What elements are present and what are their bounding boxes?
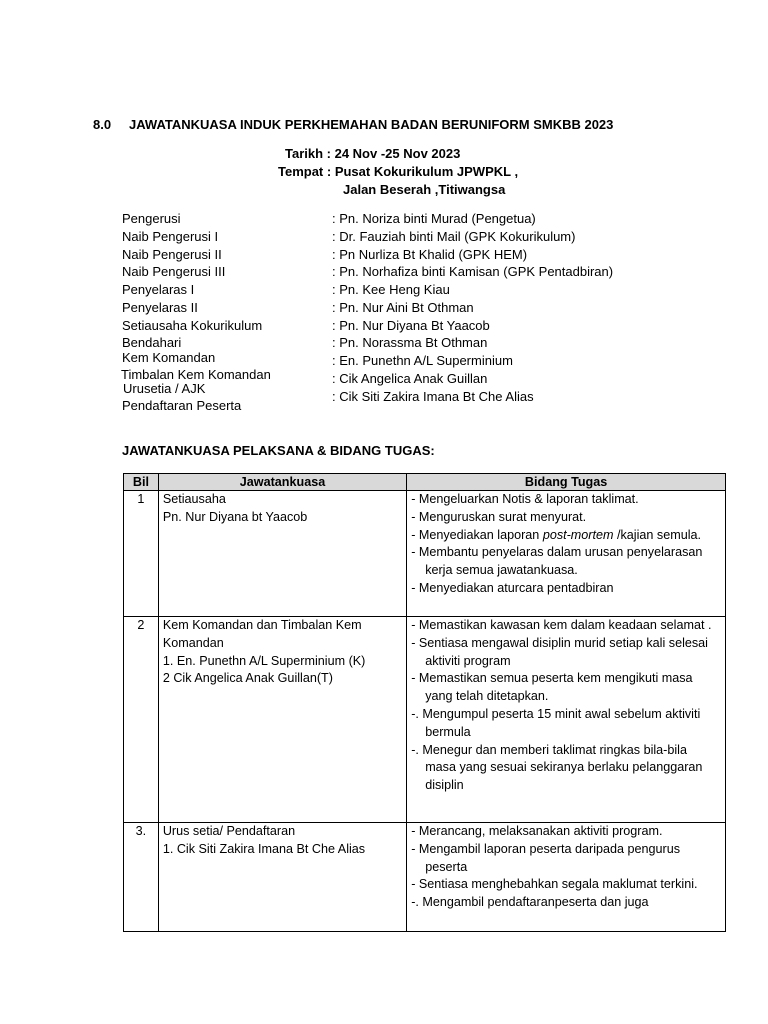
- header-bidang-tugas: Bidang Tugas: [407, 474, 726, 491]
- committee-cell: [158, 617, 406, 823]
- committee-line: 1. Cik Siti Zakira Imana Bt Che Alias: [162, 841, 366, 856]
- committee-member: : Pn. Noriza binti Murad (Pengetua): [332, 211, 536, 226]
- table-header-row: [124, 474, 726, 491]
- committee-role: Setiausaha Kokurikulum: [122, 318, 263, 333]
- committee-role: Timbalan Kem Komandan: [121, 367, 271, 382]
- duty-item: - Membantu penyelaras dalam urusan penyelarasan kerja semua jawatankuasa.: [411, 545, 703, 578]
- italic-term: post-mortem: [542, 527, 614, 542]
- committee-role: Naib Pengerusi II: [122, 247, 222, 262]
- committee-cell: [158, 823, 406, 932]
- duties-cell: [407, 617, 726, 823]
- row-number: 3.: [124, 823, 159, 932]
- section-title: JAWATANKUASA INDUK PERKHEMAHAN BADAN BERUNIFORM SMKBB 2023: [129, 117, 614, 132]
- duty-item: - Sentiasa mengawal disiplin murid setiap kali selesai aktiviti program: [411, 635, 708, 668]
- duties-table: [123, 473, 726, 932]
- duty-item: - Memastikan semua peserta kem mengikuti masa yang telah ditetapkan.: [411, 671, 693, 704]
- duty-item: - Memastikan kawasan kem dalam keadaan selamat .: [411, 618, 712, 632]
- committee-member: : Pn Nurliza Bt Khalid (GPK HEM): [332, 247, 528, 262]
- duty-item: - Menguruskan surat menyurat.: [411, 509, 587, 524]
- committee-role: Pengerusi: [122, 211, 181, 226]
- committee-member: : Cik Angelica Anak Guillan: [332, 371, 488, 386]
- committee-role: Naib Pengerusi I: [122, 229, 219, 244]
- committee-line: Pn. Nur Diyana bt Yaacob: [162, 509, 308, 524]
- header-bil: Bil: [124, 474, 159, 491]
- row-number: 1: [124, 491, 159, 617]
- table-row: [124, 617, 726, 823]
- committee-member: : Pn. Norassma Bt Othman: [332, 335, 488, 350]
- committee-member: : Pn. Kee Heng Kiau: [332, 282, 450, 297]
- duties-cell: [407, 823, 726, 932]
- committee-role: Kem Komandan: [122, 350, 216, 365]
- implementation-committee-heading: JAWATANKUASA PELAKSANA & BIDANG TUGAS:: [122, 443, 435, 458]
- committee-line: Urus setia/ Pendaftaran: [162, 824, 296, 838]
- row-number: 2: [124, 617, 159, 823]
- committee-member: : Pn. Nur Diyana Bt Yaacob: [332, 318, 490, 333]
- table-row: [124, 823, 726, 932]
- duties-cell: [407, 491, 726, 617]
- duty-item: - Sentiasa menghebahkan segala maklumat terkini.: [411, 877, 698, 892]
- committee-member: : Pn. Norhafiza binti Kamisan (GPK Pentadbiran): [332, 264, 614, 279]
- section-heading: [93, 117, 613, 132]
- table-row: [124, 491, 726, 617]
- committee-role: Penyelaras I: [122, 282, 195, 297]
- committee-line: Kem Komandan dan Timbalan Kem Komandan: [162, 618, 362, 650]
- header-jawatankuasa: Jawatankuasa: [158, 474, 406, 491]
- committee-role: Pendaftaran Peserta: [122, 398, 242, 413]
- section-number: 8.0: [93, 117, 112, 132]
- duty-item: -. Menegur dan memberi taklimat ringkas bila-bila masa yang sesuai sekiranya berlaku pelanggaran disiplin: [411, 742, 703, 793]
- committee-member: : Pn. Nur Aini Bt Othman: [332, 300, 474, 315]
- event-venue-line1: Tempat : Pusat Kokurikulum JPWPKL ,: [278, 164, 519, 179]
- committee-role: Urusetia / AJK: [123, 381, 206, 396]
- committee-member: : Dr. Fauziah binti Mail (GPK Kokurikulum): [332, 229, 576, 244]
- duty-item: - Mengeluarkan Notis & laporan taklimat.: [411, 492, 639, 506]
- committee-role: Bendahari: [122, 335, 182, 350]
- committee-member: : Cik Siti Zakira Imana Bt Che Alias: [332, 389, 534, 404]
- committee-role: Naib Pengerusi III: [122, 264, 226, 279]
- duty-item: -. Mengumpul peserta 15 minit awal sebelum aktiviti bermula: [411, 706, 701, 739]
- committee-line: 1. En. Punethn A/L Superminium (K): [162, 653, 366, 668]
- committee-role: Penyelaras II: [122, 300, 198, 315]
- duty-item: -. Mengambil pendaftaranpeserta dan juga: [411, 895, 649, 910]
- event-venue-line2: Jalan Beserah ,Titiwangsa: [343, 182, 506, 197]
- committee-line: Setiausaha: [162, 492, 226, 506]
- duty-item: - Menyediakan laporan post-mortem /kajian semula.: [411, 527, 701, 542]
- committee-cell: [158, 491, 406, 617]
- duty-item: - Merancang, melaksanakan aktiviti program.: [411, 824, 663, 838]
- committee-member: : En. Punethn A/L Superminium: [332, 353, 513, 368]
- event-date: Tarikh : 24 Nov -25 Nov 2023: [285, 146, 461, 161]
- committee-line: 2 Cik Angelica Anak Guillan(T): [162, 671, 333, 686]
- duty-item: - Menyediakan aturcara pentadbiran: [411, 580, 614, 595]
- duty-item: - Mengambil laporan peserta daripada pengurus peserta: [411, 841, 681, 874]
